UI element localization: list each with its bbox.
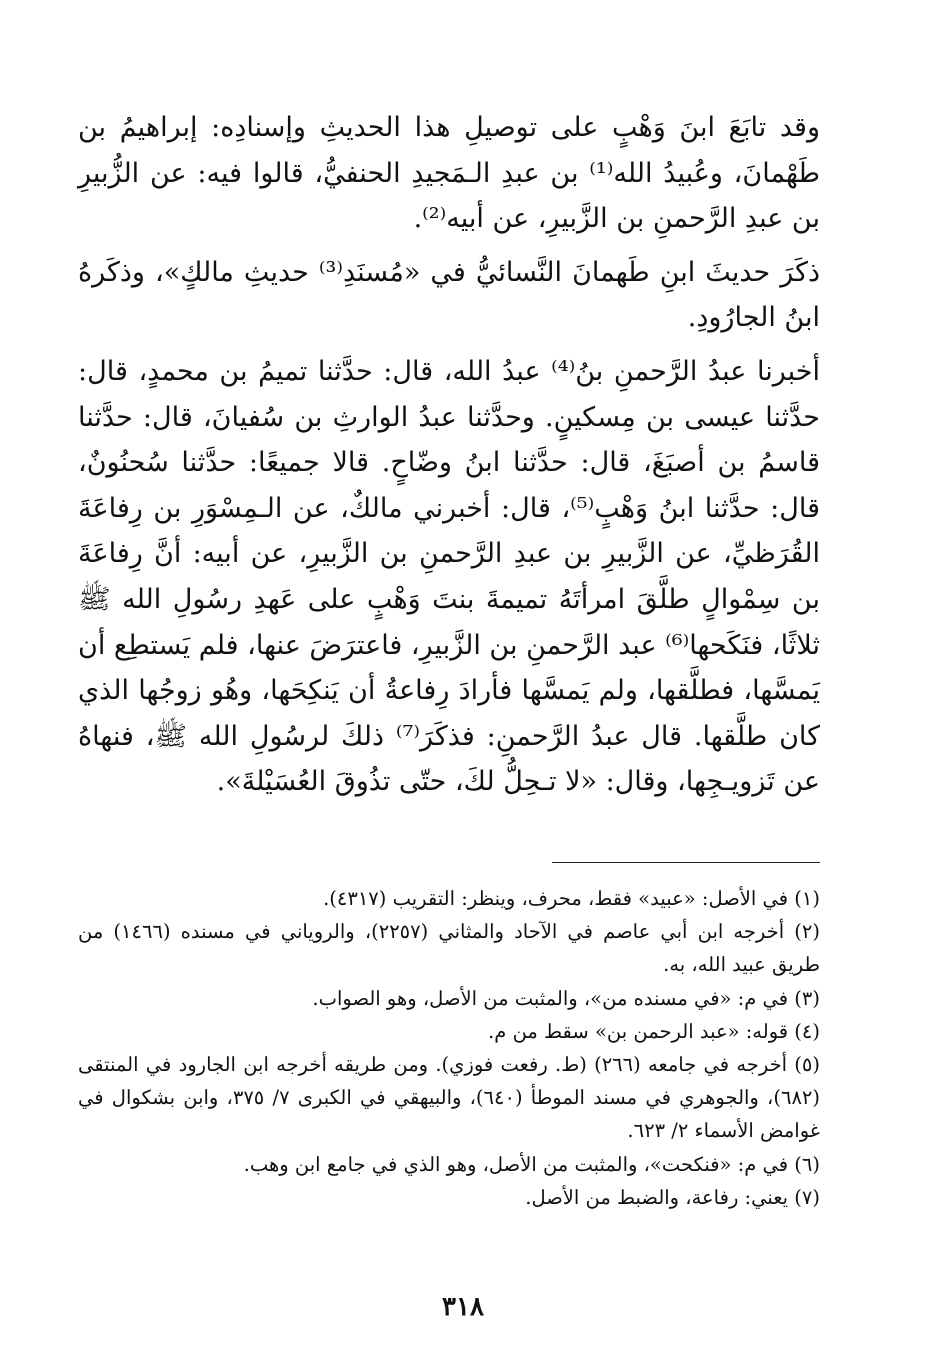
page-number: ٣١٨ [442,1292,484,1322]
paragraph-2: ذكَرَ حديثَ ابنِ طَهمانَ النَّسائيُّ في «مُسنَدِ⁽³⁾ حديثِ مالكٍ»، وذكَرهُ ابنُ الجارُودِ. [78,256,821,334]
footnote-3: (٣) في م: «في مسنده من»، والمثبت من الأصل، وهو الصواب. [312,986,820,1010]
footnote-6: (٦) في م: «فنكحت»، والمثبت من الأصل، وهو الذي في جامع ابن وهب. [243,1152,820,1176]
paragraph-3: أخبرنا عبدُ الرَّحمنِ بنُ⁽⁴⁾ عبدُ الله، قال: حدَّثنا تميمُ بن محمدٍ، قال: حدَّثنا عيسى بن مِسكينٍ. وحدَّثنا عبدُ الوارثِ بن سُفيانَ، قال: حدَّثنا قاسمُ بن أصبَغَ، قال: حدَّثنا ابنُ وضّاحٍ. قالا جميعًا: حدَّثنا سُحنُونٌ، قال: حدَّثنا ابنُ وَهْبٍ⁽⁵⁾، قال: أخبرني مالكٌ، عن الـمِسْوَرِ بن رِفاعَةَ القُرَظيِّ، عن الزَّبيرِ بن عبدِ الرَّحمنِ بن الزَّبيرِ، عن أبيه: أنَّ رِفاعَةَ بن سِمْوالٍ طلَّقَ امرأتَهُ تميمةَ بنتَ وَهْبٍ على عَهدِ رسُولِ الله ﷺ ثلاثًا، فنَكَحها⁽⁶⁾ عبد الرَّحمنِ بن الزَّبيرِ، فاعترَضَ عنها، فلم يَستطِع أن يَمسَّها، فطلَّقها، ولم يَمسَّها فأرادَ رِفاعةُ أن يَنكِحَها، وهُو زوجُها الذي كان طلَّقها. قال عبدُ الرَّحمنِ: فذكَرَ⁽⁷⁾ ذلكَ لرسُولِ الله ﷺ، فنهاهُ عن تَزويـجِها، وقال: «لا تـحِلُّ لكَ، حتّى تذُوقَ العُسَيْلةَ». [78,355,820,798]
footnote-7: (٧) يعني: رفاعة، والضبط من الأصل. [525,1185,820,1209]
footnote-4: (٤) قوله: «عبد الرحمن بن» سقط من م. [488,1019,820,1043]
footnote-5: (٥) أخرجه في جامعه (٢٦٦) (ط. رفعت فوزي). ومن طريقه أخرجه ابن الجارود في المنتقى (٦٨٢)، والجوهري في مسند الموطأ (٦٤٠)، والبيهقي في الكبرى ٧/ ٣٧٥، وابن بشكوال في غوامض الأسماء ٢/ ٦٢٣. [78,1053,820,1143]
footnote-2: (٢) أخرجه ابن أبي عاصم في الآحاد والمثاني (٢٢٥٧)، والروياني في مسنده (١٤٦٦) من طريق عبيد الله، به. [78,920,820,977]
main-text-body [78,105,820,813]
paragraph-1: وقد تابَعَ ابنَ وَهْبٍ على توصيلِ هذا الحديثِ وإسنادِه: إبراهيمُ بن طَهْمانَ، وعُبيدُ الله⁽¹⁾ بن عبدِ الـمَجيدِ الحنفيُّ، قالوا فيه: عن الزُّبيرِ بن عبدِ الرَّحمنِ بن الزَّبيرِ، عن أبيه⁽²⁾. [78,112,820,235]
footnote-divider [552,862,820,863]
footnote-1: (١) في الأصل: «عبيد» فقط، محرف، وينظر: التقريب (٤٣١٧). [323,887,820,910]
footnotes-section [78,882,820,1214]
